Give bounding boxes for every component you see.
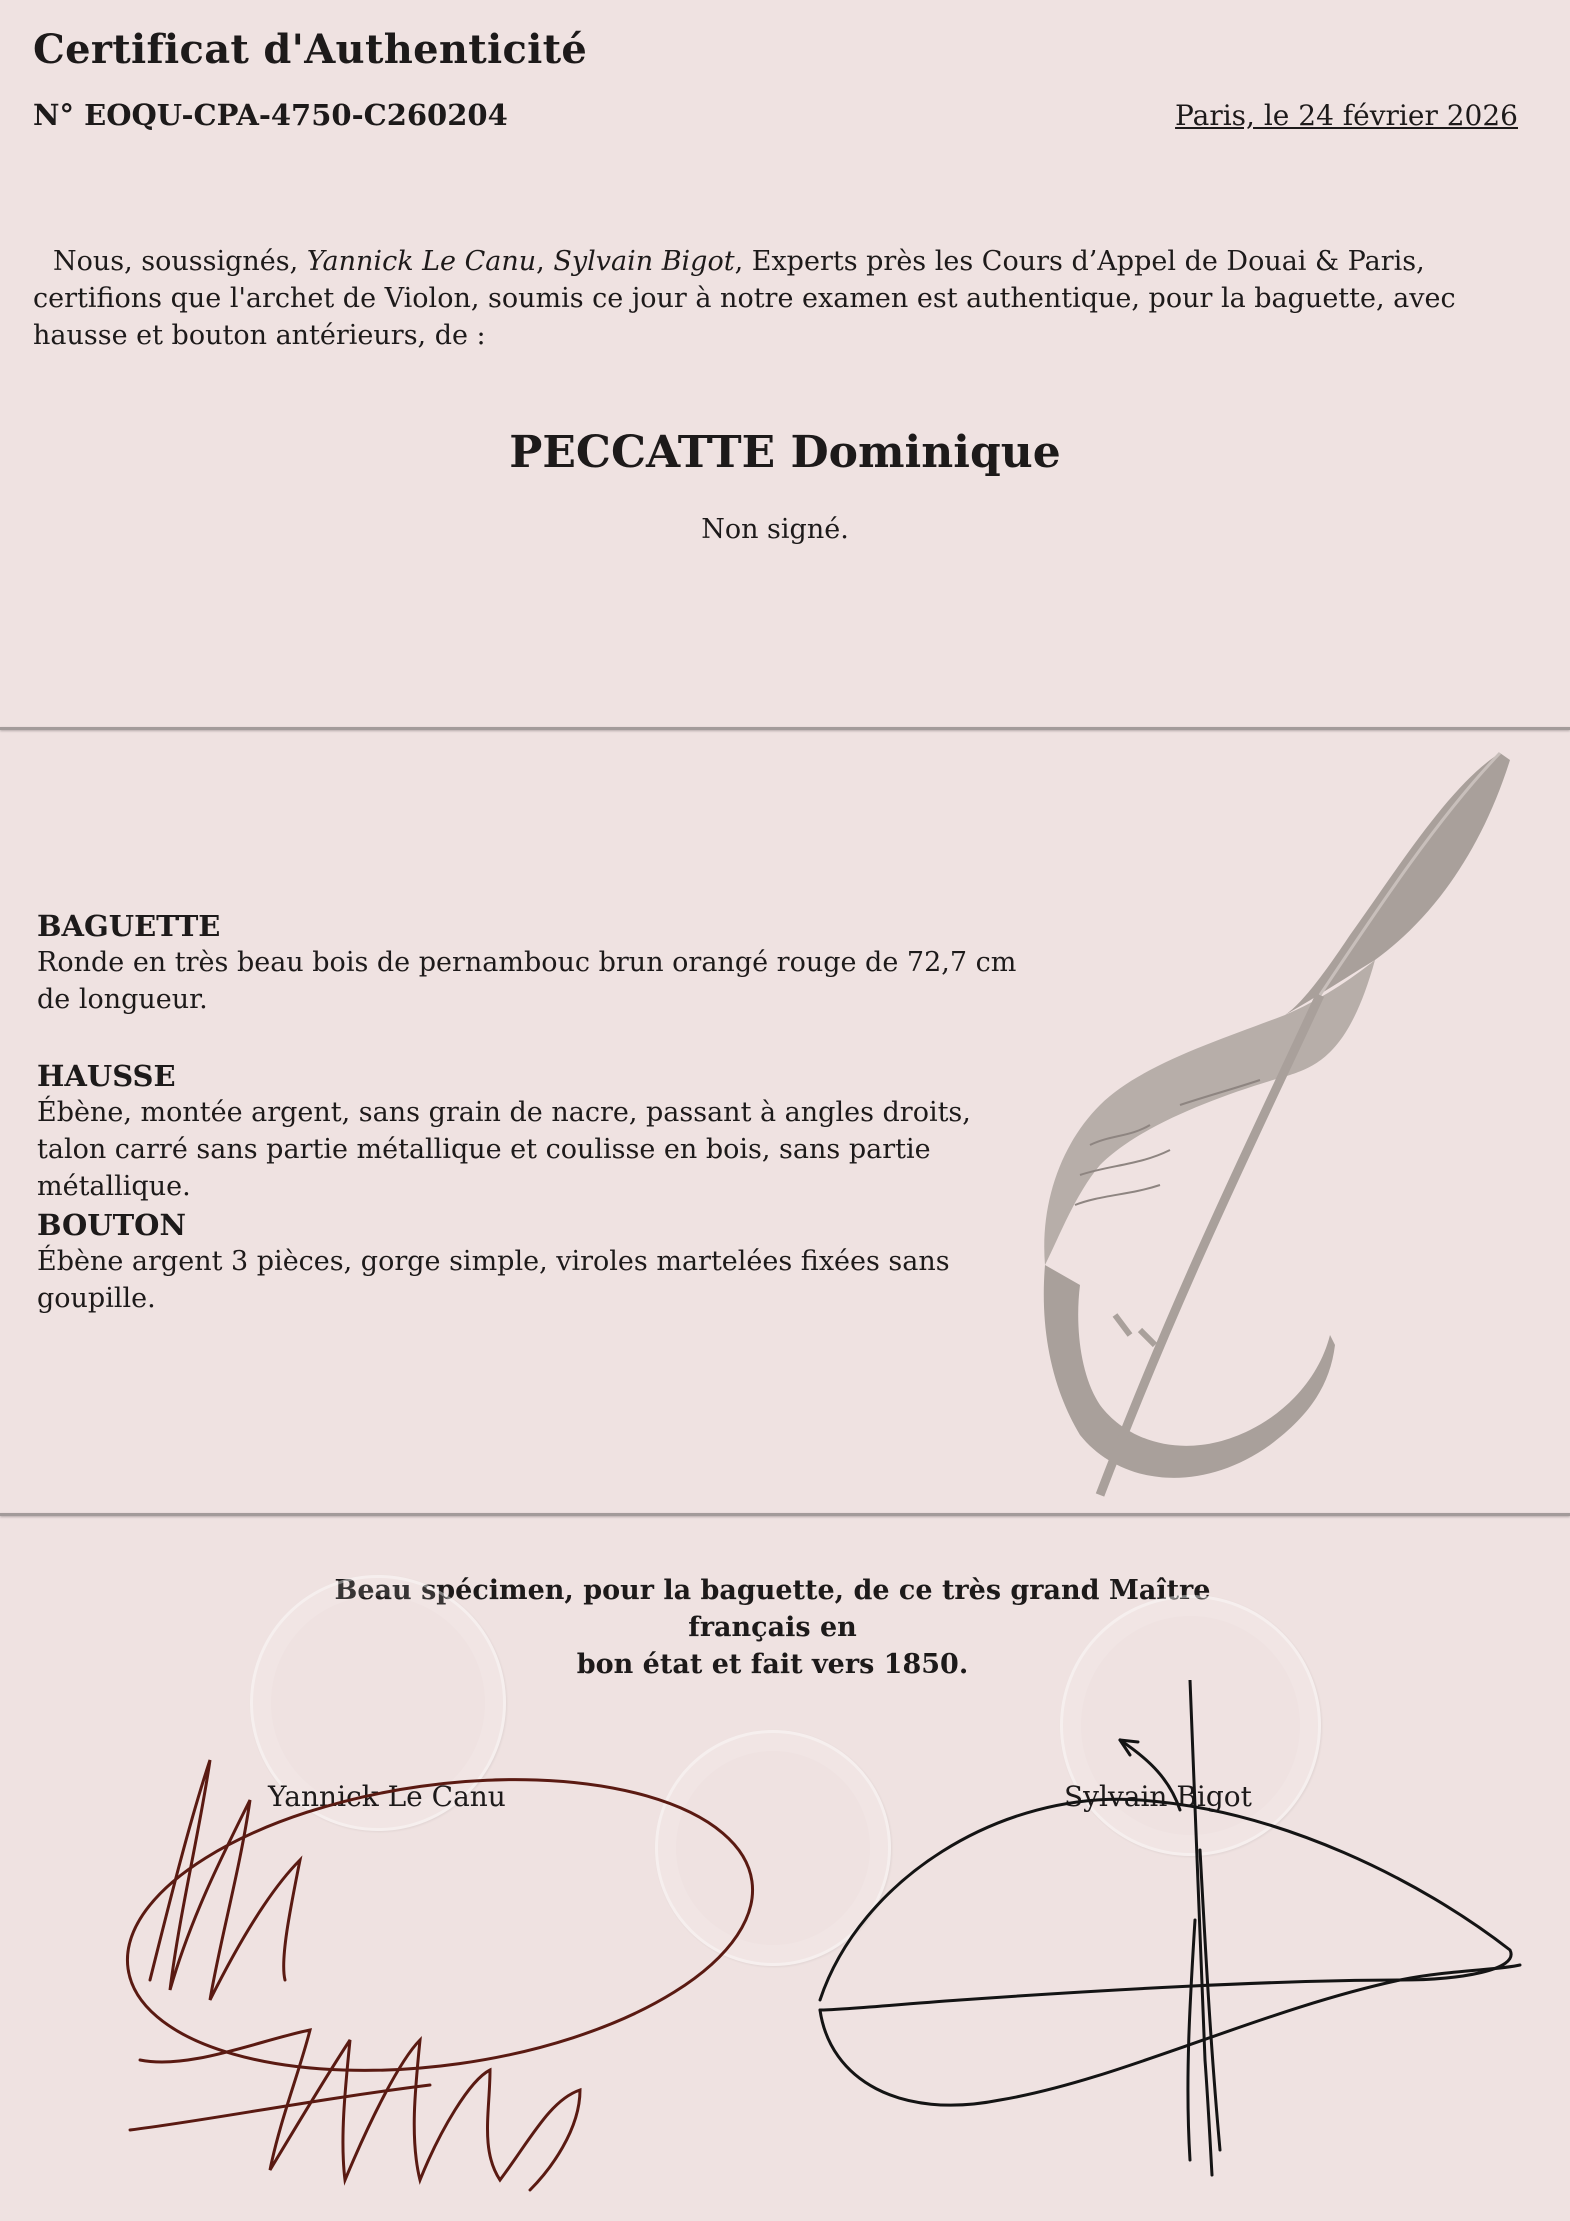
signature-status: Non signé.: [701, 514, 849, 545]
signer-name-right: Sylvain Bigot: [1064, 1780, 1252, 1813]
signature-right-icon: [800, 1680, 1540, 2180]
quill-scroll-logo-icon: [1020, 745, 1520, 1500]
certificate-number: N° EOQU-CPA-4750-C260204: [33, 98, 508, 132]
intro-comma: ,: [536, 246, 545, 277]
detail-heading: HAUSSE: [37, 1059, 176, 1093]
signer-name-left: Yannick Le Canu: [268, 1780, 506, 1813]
fold-line-bottom: [0, 1513, 1570, 1516]
intro-lead: Nous, soussignés,: [53, 246, 299, 277]
certificate-date: Paris, le 24 février 2026: [1175, 99, 1518, 132]
conclusion-line-2: bon état et fait vers 1850.: [576, 1649, 969, 1680]
conclusion-line-1: Beau spécimen, pour la baguette, de ce très grand Maître français en: [334, 1575, 1211, 1643]
expert-name-1: Yannick Le Canu: [306, 246, 537, 277]
detail-text: Ronde en très beau bois de pernambouc brun orangé rouge de 72,7 cm de longueur.: [37, 947, 1017, 1015]
detail-text: Ébène argent 3 pièces, gorge simple, viroles martelées fixées sans goupille.: [37, 1246, 950, 1314]
intro-body: , Experts près les Cours d’Appel de Douai & Paris, certifions que l'archet de Violon, soumis ce jour à notre examen est authentique, pour la baguette, avec hausse et bouton antérieurs, de :: [33, 246, 1456, 351]
maker-name: PECCATTE Dominique: [509, 427, 1061, 478]
detail-heading: BAGUETTE: [37, 909, 221, 943]
expert-name-2: Sylvain Bigot: [553, 246, 735, 277]
fold-line-top: [0, 727, 1570, 730]
detail-hausse: [37, 1058, 1017, 1205]
document-title: Certificat d'Authenticité: [33, 26, 588, 73]
intro-paragraph: [33, 243, 1523, 354]
detail-heading: BOUTON: [37, 1208, 186, 1242]
detail-bouton: [37, 1207, 1017, 1317]
signature-left-icon: [110, 1740, 770, 2210]
detail-text: Ébène, montée argent, sans grain de nacre, passant à angles droits, talon carré sans partie métallique et coulisse en bois, sans partie métallique.: [37, 1097, 971, 1202]
detail-baguette: [37, 908, 1017, 1018]
